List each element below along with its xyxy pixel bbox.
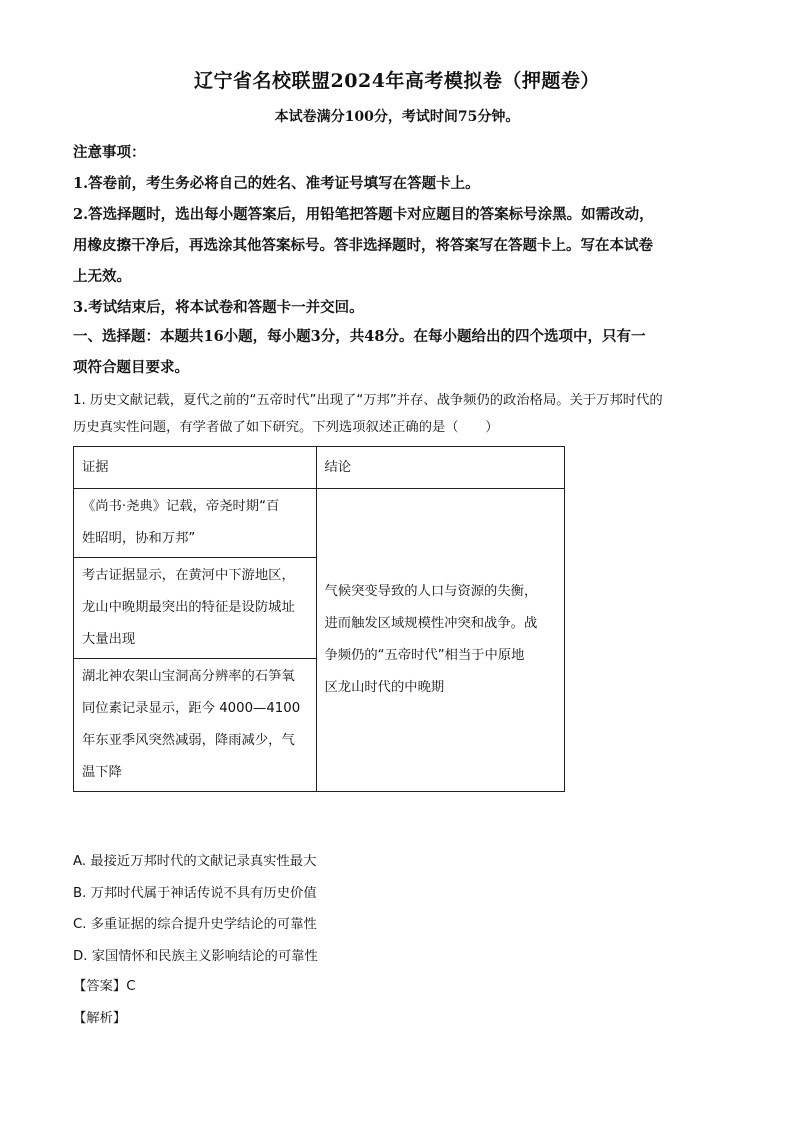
cell-line: 大量出现 [82,632,136,647]
section-line: 一、选择题：本题共16小题，每小题3分，共48分。在每小题给出的四个选项中，只有一 [73,328,646,345]
exam-subtitle: 本试卷满分100分，考试时间75分钟。 [274,109,520,125]
cell-line: 年东亚季风突然减弱，降雨减少，气 [82,733,295,748]
notes-heading: 注意事项： [73,144,146,161]
answer-block [73,971,135,1034]
cell-line: 区龙山时代的中晚期 [324,680,445,695]
answer-options [73,846,318,972]
notes-line: 用橡皮擦干净后，再选涂其他答案标号。答非选择题时，将答案写在答题卡上。写在本试卷 [73,237,653,254]
notes-line: 3.考试结束后，将本试卷和答题卡一并交回。 [73,299,364,316]
cell-line: 龙山中晚期最突出的特征是设防城址 [82,600,295,615]
header-evidence: 证据 [74,447,317,489]
evidence-cell [74,558,317,659]
table-row [74,489,565,558]
section-line: 项符合题目要求。 [73,359,189,376]
question-stem [73,387,725,441]
cell-line: 争频仍的“五帝时代”相当于中原地 [324,648,525,663]
cell-line: 湖北神农架山宝洞高分辨率的石笋氧 [82,669,295,684]
notes-line: 2.答选择题时，选出每小题答案后，用铅笔把答题卡对应题目的答案标号涂黑。如需改动， [73,206,654,223]
evidence-cell [74,489,317,558]
answer-label: 【答案】 [73,979,127,994]
option-c: C. 多重证据的综合提升史学结论的可靠性 [73,917,317,932]
header-conclusion: 结论 [316,447,565,489]
answer-value: C [126,979,136,994]
notes-line: 上无效。 [73,268,131,285]
evidence-table [73,446,565,792]
option-b: B. 万邦时代属于神话传说不具有历史价值 [73,885,317,901]
cell-line: 《尚书·尧典》记载，帝尧时期“百 [82,499,280,514]
option-a: A. 最接近万邦时代的文献记录真实性最大 [73,854,317,869]
cell-line: 进而触发区域规模性冲突和战争。战 [324,616,538,631]
evidence-cell [74,659,317,792]
section-heading [73,321,723,383]
question-line: 历史真实性问题，有学者做了如下研究。下列选项叙述正确的是（ ） [73,420,499,435]
option-d: D. 家国情怀和民族主义影响结论的可靠性 [73,948,318,964]
notes-block [73,137,723,323]
exam-title: 辽宁省名校联盟2024年高考模拟卷（押题卷） [194,70,600,92]
conclusion-cell [316,489,565,792]
notes-line: 1.答卷前，考生务必将自己的姓名、准考证号填写在答题卡上。 [73,175,480,192]
analysis-label: 【解析】 [73,1010,127,1026]
cell-line: 气候突变导致的人口与资源的失衡， [324,584,538,599]
cell-line: 同位素记录显示，距今 4000—4100 [82,701,301,716]
answer-line [73,971,135,1003]
question-line: 1. 历史文献记载，夏代之前的“五帝时代”出现了“万邦”并存、战争频仍的政治格局。关于万邦时代的 [73,393,663,408]
cell-line: 温下降 [82,765,122,780]
table-header-row [74,447,565,489]
cell-line: 姓昭明，协和万邦” [82,531,196,546]
cell-line: 考古证据显示，在黄河中下游地区， [82,568,295,583]
